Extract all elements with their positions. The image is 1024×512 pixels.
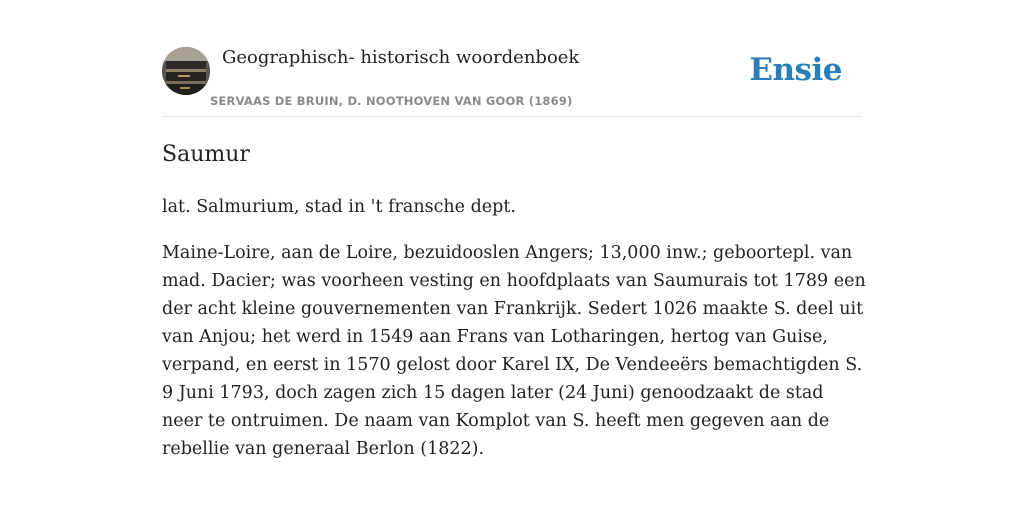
brand-logo[interactable]: Ensie xyxy=(749,52,842,88)
entry-paragraph-2: Maine-Loire, aan de Loire, bezuidooslen Angers; 13,000 inw.; geboortepl. van mad. Dacier; was voorheen vesting en hoofdplaats van Saumurais tot 1789 een der acht kleine gouvernementen van Frankrijk. Sedert 1026 maakte S. deel uit van Anjou; het werd in 1549 aan Frans van Lotharingen, hertog van Guise, verpand, en eerst in 1570 gelost door Karel IX, De Vendeeërs bemachtigden S. 9 Juni 1793, doch zagen zich 15 dagen later (24 Juni) genoodzaakt de stad neer te ontruimen. De naam van Komplot van S. heeft men gegeven aan de rebellie van generaal Berlon (1822). xyxy=(162,243,866,459)
book-cover-image xyxy=(162,47,210,95)
entry-paragraph-1: lat. Salmurium, stad in 't fransche dept. xyxy=(162,197,516,217)
book-author: SERVAAS DE BRUIN, D. NOOTHOVEN VAN GOOR (1869) xyxy=(210,94,573,108)
page-content xyxy=(162,0,866,459)
book-title[interactable]: Geographisch- historisch woordenboek xyxy=(222,47,580,68)
page-header xyxy=(162,0,862,117)
book-cover-avatar[interactable] xyxy=(162,47,210,95)
entry-title: Saumur xyxy=(162,142,250,167)
